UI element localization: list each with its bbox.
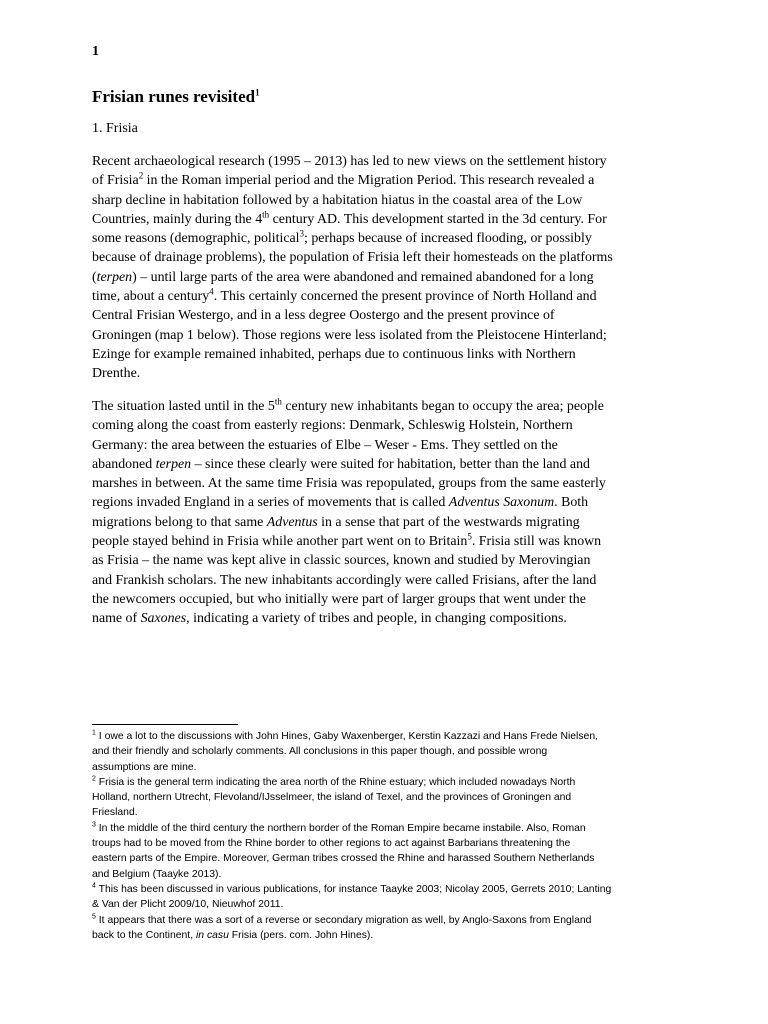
footnote-line: Friesland. bbox=[92, 807, 138, 819]
footnote-ref-5: 5 bbox=[467, 531, 472, 542]
paragraph-line: marshes in between. At the same time Frisia was repopulated, groups from the same easterly bbox=[92, 476, 606, 492]
footnote-ref-2: 2 bbox=[138, 170, 144, 181]
paragraph-line: Recent archaeological research (1995 – 2013) has led to new views on the settlement history bbox=[92, 154, 607, 169]
ordinal-superscript: th bbox=[274, 396, 282, 407]
italic-term: terpen bbox=[96, 269, 133, 285]
footnote-line: assumptions are mine. bbox=[92, 761, 197, 773]
footnote-ref-4: 4 bbox=[209, 286, 214, 297]
paragraph-line: Central Frisian Westergo, and in a less degree Oostergo and the present province of bbox=[92, 308, 555, 324]
paragraph-line: migrations belong to that same Adventus in a sense that part of the westwards migrating bbox=[92, 514, 580, 530]
paragraph-line: Drenthe. bbox=[92, 366, 141, 382]
page-number: 1 bbox=[92, 44, 99, 59]
italic-term: Adventus Saxonum bbox=[448, 495, 555, 511]
paragraph-line: because of drainage problems), the population of Frisia left their homesteads on the platforms bbox=[92, 250, 613, 266]
document-title-text: Frisian runes revisited bbox=[92, 87, 256, 106]
paragraph-line: time, about a century$^4$. This certainly concerned the present province of North Holland and bbox=[92, 286, 597, 305]
italic-term: Adventus bbox=[266, 514, 318, 530]
paragraph-line: coming along the coast from easterly regions: Denmark, Schleswig Holstein, Northern bbox=[92, 418, 573, 434]
footnote-2: $^2$ Frisia is the general term indicating the area north of the Rhine estuary; which included nowadays North bbox=[92, 775, 576, 788]
paragraph-line: (terpen) – until large parts of the area were abandoned and remained abandoned for a long bbox=[92, 269, 594, 285]
italic-term: in casu bbox=[195, 929, 229, 941]
paragraph-2 bbox=[92, 397, 692, 629]
document-title bbox=[92, 87, 260, 107]
footnote-4: $^4$ This has been discussed in various publications, for instance Taayke 2003; Nicolay 2005, Gerrets 2010; Lanting bbox=[92, 882, 612, 895]
footnote-line: and their friendly and scholarly comments. All conclusions in this paper though, and possible wrong bbox=[92, 746, 548, 758]
paragraph-line: The situation lasted until in the 5th century new inhabitants began to occupy the area; people bbox=[92, 396, 604, 414]
footnote-ref-1: 1 bbox=[255, 87, 260, 98]
paragraph-line: and Frankish scholars. The new inhabitants accordingly were called Frisians, after the land bbox=[92, 572, 597, 588]
paragraph-line: Groningen (map 1 below). Those regions were less isolated from the Pleistocene Hinterland; bbox=[92, 327, 607, 343]
paragraph-line: of Frisia$^2$ in the Roman imperial period and the Migration Period. This research revealed a bbox=[92, 170, 595, 189]
footnotes bbox=[92, 729, 692, 943]
italic-term: Saxones bbox=[140, 611, 187, 627]
paragraph-line: people stayed behind in Frisia while another part went on to Britain$^5$. Frisia still was known bbox=[92, 531, 602, 550]
footnote-3: $^3$ In the middle of the third century the northern border of the Roman Empire became instabile. Also, Roman bbox=[92, 821, 586, 834]
paragraph-line: sharp decline in habitation followed by a habitation hiatus in the coastal area of the Low bbox=[92, 192, 583, 208]
footnote-separator bbox=[92, 724, 238, 725]
footnote-5: $^5$ It appears that there was a sort of a reverse or secondary migration as well, by Anglo-Saxons from England bbox=[92, 913, 592, 926]
footnote-line: and Belgium (Taayke 2013). bbox=[92, 868, 222, 880]
footnote-line: & Van der Plicht 2009/10, Nieuwhof 2011. bbox=[92, 899, 284, 911]
ordinal-superscript: th bbox=[262, 209, 270, 220]
paragraph-line: regions invaded England in a series of movements that is called Adventus Saxonum. Both bbox=[92, 495, 589, 511]
paragraph-line: some reasons (demographic, political$^3$; perhaps because of increased flooding, or possibly bbox=[92, 228, 592, 247]
section-heading: 1. Frisia bbox=[92, 121, 138, 136]
paragraph-line: as Frisia – the name was kept alive in classic sources, known and studied by Merovingian bbox=[92, 553, 591, 569]
paragraph-line: Germany: the area between the estuaries of Elbe – Weser - Ems. They settled on the bbox=[92, 437, 558, 453]
paragraph-line: name of Saxones, indicating a variety of tribes and people, in changing compositions. bbox=[92, 611, 567, 627]
footnote-1: $^1$ I owe a lot to the discussions with John Hines, Gaby Waxenberger, Kerstin Kazzazi and Hans Frede Nielsen, bbox=[92, 729, 598, 742]
footnote-line: back to the Continent, in casu Frisia (pers. com. John Hines). bbox=[92, 929, 374, 941]
footnote-line: Holland, northern Utrecht, Flevoland/IJsselmeer, the island of Texel, and the provinces of Groningen and bbox=[92, 792, 572, 804]
italic-term: terpen bbox=[155, 456, 192, 472]
paragraph-line: Ezinge for example remained inhabited, perhaps due to continuous links with Northern bbox=[92, 346, 576, 362]
paragraph-1 bbox=[92, 152, 692, 384]
footnote-ref-3: 3 bbox=[299, 228, 305, 239]
paragraph-line: the newcomers occupied, but who initially were part of larger groups that went under the bbox=[92, 591, 586, 607]
footnote-line: eastern parts of the Empire. Moreover, German tribes crossed the Rhine and harassed Southern Netherlands bbox=[92, 853, 595, 865]
paragraph-line: abandoned terpen – since these clearly were suited for habitation, better than the land and bbox=[92, 456, 590, 472]
footnote-line: troups had to be moved from the Rhine border to other regions to act against Barbarians threatening the bbox=[92, 838, 571, 850]
paragraph-line: Countries, mainly during the 4th century AD. This development started in the 3d century. For bbox=[92, 209, 607, 227]
